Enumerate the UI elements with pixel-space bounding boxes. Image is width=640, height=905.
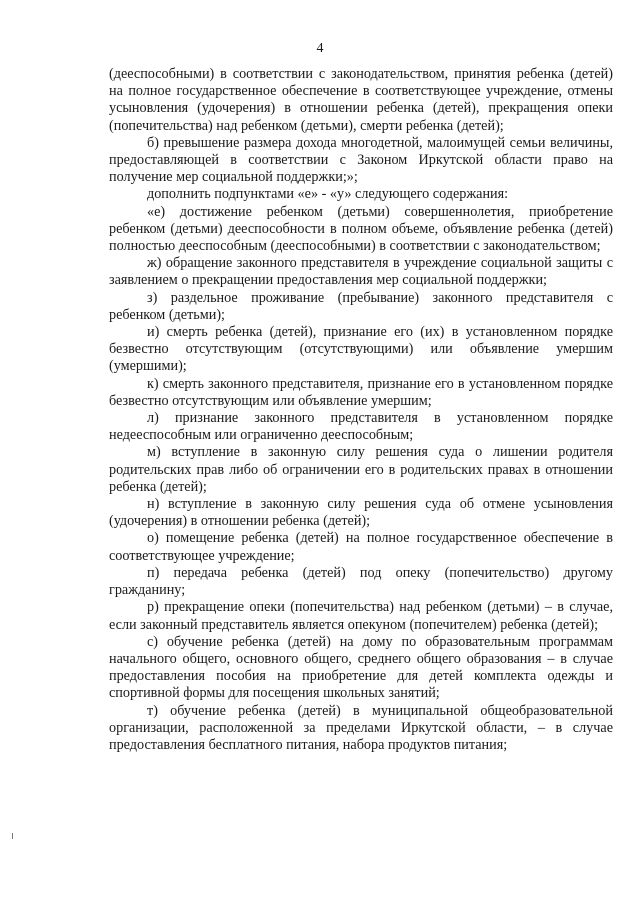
paragraph-item-k: к) смерть законного представителя, признание его в установленном порядке безвестно отсутствующим или объявление умершим;: [109, 375, 613, 409]
paragraph-item-z: з) раздельное проживание (пребывание) законного представителя с ребенком (детьми);: [109, 289, 613, 323]
paragraph-continuation: (дееспособными) в соответствии с законодательством, принятия ребенка (детей) на полное государственное обеспечение в соответствующее учреждение, отмены усыновления (удочерения) в отношении ребенка (детей), прекращения опеки (попечительства) над ребенком (детьми), смерти ребенка (детей);: [109, 66, 613, 134]
paragraph-item-o: о) помещение ребенка (детей) на полное государственное обеспечение в соответствующее учреждение;: [109, 530, 613, 564]
paragraph-item-p: п) передача ребенка (детей) под опеку (попечительство) другому гражданину;: [109, 564, 613, 599]
paragraph-item-l: л) признание законного представителя в установленном порядке недееспособным или ограниченно дееспособным;: [109, 410, 613, 444]
paragraph-item-e: «е) достижение ребенком (детьми) совершеннолетия, приобретение ребенком (детьми) дееспособности в полном объеме, объявление ребенка (детей) полностью дееспособным (дееспособными) в соответствии с законодательством;: [109, 203, 613, 255]
scan-margin-mark: [12, 833, 13, 839]
paragraph-item-i: и) смерть ребенка (детей), признание его (их) в установленном порядке безвестно отсутствующим (отсутствующими) или объявление умершим (умершими);: [109, 324, 613, 375]
paragraph-item-t: т) обучение ребенка (детей) в муниципальной общеобразовательной организации, расположенной за пределами Иркутской области, – в случае предоставления бесплатного питания, набора продуктов питания;: [109, 702, 613, 753]
paragraph-item-r: р) прекращение опеки (попечительства) над ребенком (детьми) – в случае, если законный представитель является опекуном (попечителем) ребенка (детей);: [109, 599, 613, 633]
paragraph-item-n: н) вступление в законную силу решения суда об отмене усыновления (удочерения) в отношении ребенка (детей);: [109, 496, 613, 530]
page-number: 4: [316, 41, 324, 56]
paragraph-amendment-intro: дополнить подпунктами «е» - «у» следующего содержания:: [147, 186, 509, 203]
paragraph-item-s: с) обучение ребенка (детей) на дому по образовательным программам начального общего, основного общего, среднего общего образования – в случае предоставления пособия на приобретение для детей комплекта одежды и спортивной формы для посещения школьных занятий;: [109, 633, 613, 702]
paragraph-item-zh: ж) обращение законного представителя в учреждение социальной защиты с заявлением о прекращении предоставления мер социальной поддержки;: [109, 255, 613, 289]
paragraph-item-m: м) вступление в законную силу решения суда о лишении родителя родительских прав либо об ограничении его в родительских правах в отношении ребенка (детей);: [109, 444, 613, 495]
paragraph-item-b: б) превышение размера дохода многодетной, малоимущей семьи величины, предоставляющей в соответствии с Законом Иркутской области право на получение мер социальной поддержки;»;: [109, 134, 613, 186]
document-body: [109, 66, 613, 754]
